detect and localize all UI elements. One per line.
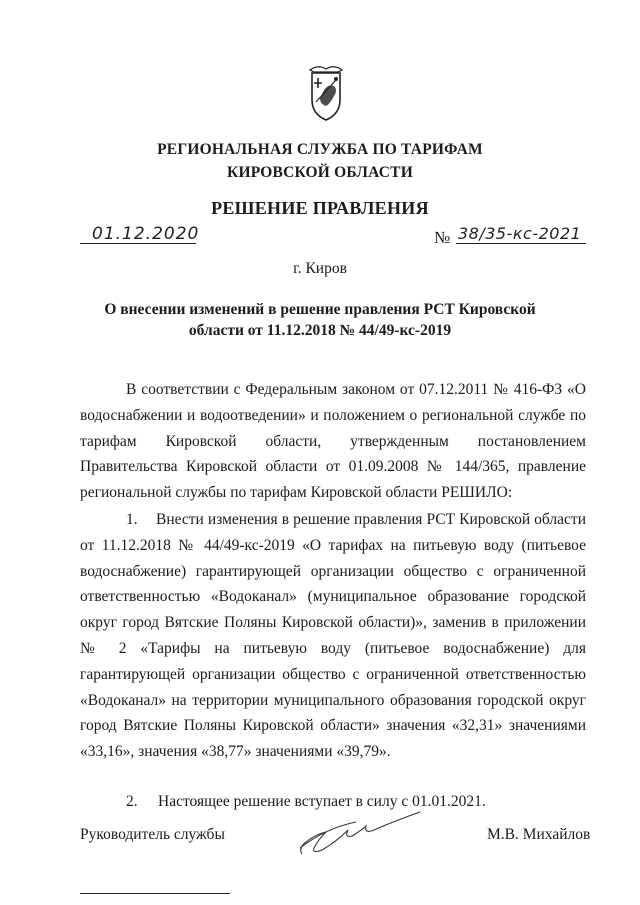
document-number: 38/35-кс-2021	[458, 224, 582, 243]
document-type-title: РЕШЕНИЕ ПРАВЛЕНИЯ	[211, 198, 429, 218]
signatory-name: М.В. Михайлов	[487, 826, 591, 843]
item-2-number: 2.	[126, 793, 138, 810]
item-1-number: 1.	[126, 511, 138, 528]
coat-of-arms-icon	[298, 60, 354, 124]
signatory-position: Руководитель службы	[80, 826, 225, 843]
item-1-paragraph	[80, 507, 586, 765]
handwritten-signature	[296, 808, 424, 860]
preamble-paragraph: В соответствии с Федеральным законом от 07.12.2011 № 416-ФЗ «О водоснабжении и водоотведении» и положением о региональной службе по тарифам Кировской области, утвержденным постановлением Правительства Кировской области от 01.09.2008 № 144/365, правление региональной службы по тарифам Кировской области РЕШИЛО:	[80, 381, 586, 502]
document-date: 01.12.2020	[92, 224, 200, 244]
organization-name-line1: РЕГИОНАЛЬНАЯ СЛУЖБА ПО ТАРИФАМ	[157, 141, 483, 158]
item-2-text: Настоящее решение вступает в силу с 01.01.2021.	[158, 793, 486, 810]
footer-rule	[80, 893, 230, 894]
item-1-text: Внести изменения в решение правления РСТ Кировской области от 11.12.2018 № 44/49-кс-2019 «О тарифах на питьевую воду (питьевое водоснабжение) гарантирующей организации общество с ограниченной ответственностью «Водоканал» (муниципальное образование городской округ город Вятские Поляны Кировской области)», заменив в приложении № 2 «Тарифы на питьевую воду (питьевое водоснабжение) для гарантирующей организации общество с ограниченной ответственностью «Водоканал» на территории муниципального образования городской округ город Вятские Поляны Кировской области» значения «32,31» значениями «33,16», значения «38,77» значениями «39,79».	[80, 511, 586, 761]
organization-name-line2: КИРОВСКОЙ ОБЛАСТИ	[227, 164, 413, 181]
number-underline	[456, 243, 586, 244]
city-label: г. Киров	[293, 260, 347, 277]
subject-line1: О внесении изменений в решение правления РСТ Кировской	[104, 301, 536, 318]
date-underline	[80, 243, 196, 244]
number-sign: №	[434, 228, 451, 247]
subject-line2: области от 11.12.2018 № 44/49-кс-2019	[188, 322, 452, 339]
